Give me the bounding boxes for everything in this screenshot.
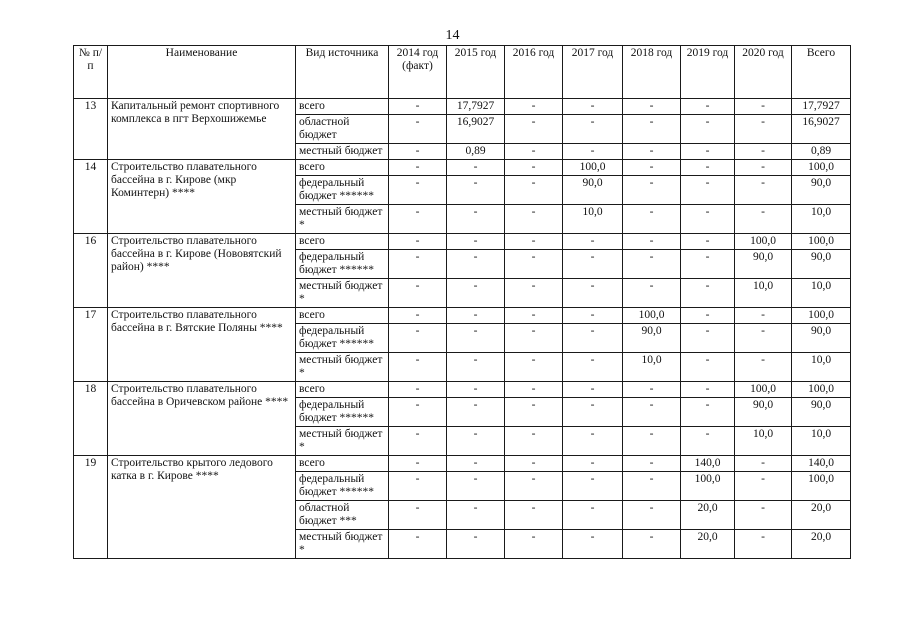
total-cell: 100,0	[792, 308, 851, 324]
year-value-cell: 10,0	[735, 427, 792, 456]
year-value-cell: -	[505, 279, 563, 308]
year-value-cell: -	[505, 234, 563, 250]
project-number: 18	[74, 382, 108, 456]
year-value-cell: -	[505, 353, 563, 382]
project-name: Строительство крытого ледового катка в г. Кирове ****	[108, 456, 296, 559]
column-header: 2020 год	[735, 46, 792, 99]
table-row	[74, 99, 851, 115]
year-value-cell: -	[623, 250, 681, 279]
year-value-cell: 100,0	[735, 234, 792, 250]
year-value-cell: -	[563, 501, 623, 530]
total-cell: 100,0	[792, 472, 851, 501]
year-value-cell: -	[389, 115, 447, 144]
year-value-cell: -	[623, 234, 681, 250]
year-value-cell: -	[389, 456, 447, 472]
year-value-cell: -	[623, 501, 681, 530]
year-value-cell: -	[563, 353, 623, 382]
year-value-cell: -	[623, 382, 681, 398]
total-cell: 90,0	[792, 176, 851, 205]
year-value-cell: -	[681, 427, 735, 456]
year-value-cell: -	[623, 427, 681, 456]
year-value-cell: -	[447, 234, 505, 250]
year-value-cell: -	[505, 308, 563, 324]
year-value-cell: -	[735, 99, 792, 115]
year-value-cell: 16,9027	[447, 115, 505, 144]
table-row	[74, 456, 851, 472]
funding-source: местный бюджет *	[296, 205, 389, 234]
funding-source: областной бюджет ***	[296, 501, 389, 530]
year-value-cell: -	[505, 144, 563, 160]
column-header: Всего	[792, 46, 851, 99]
year-value-cell: -	[505, 530, 563, 559]
year-value-cell: -	[505, 472, 563, 501]
year-value-cell: 140,0	[681, 456, 735, 472]
year-value-cell: -	[389, 279, 447, 308]
year-value-cell: -	[681, 205, 735, 234]
year-value-cell: -	[735, 176, 792, 205]
year-value-cell: -	[735, 472, 792, 501]
funding-source: всего	[296, 99, 389, 115]
year-value-cell: 100,0	[735, 382, 792, 398]
year-value-cell: -	[447, 456, 505, 472]
total-cell: 10,0	[792, 353, 851, 382]
year-value-cell: 90,0	[563, 176, 623, 205]
year-value-cell: -	[735, 456, 792, 472]
total-cell: 100,0	[792, 160, 851, 176]
project-name: Строительство плавательного бассейна в г. Кирове (мкр Коминтерн) ****	[108, 160, 296, 234]
funding-source: областной бюджет	[296, 115, 389, 144]
year-value-cell: 90,0	[623, 324, 681, 353]
year-value-cell: -	[447, 398, 505, 427]
year-value-cell: 10,0	[623, 353, 681, 382]
year-value-cell: -	[563, 324, 623, 353]
funding-source: всего	[296, 308, 389, 324]
total-cell: 10,0	[792, 427, 851, 456]
year-value-cell: -	[505, 250, 563, 279]
year-value-cell: -	[447, 530, 505, 559]
year-value-cell: -	[389, 308, 447, 324]
year-value-cell: -	[389, 176, 447, 205]
funding-source: местный бюджет	[296, 144, 389, 160]
total-cell: 10,0	[792, 279, 851, 308]
year-value-cell: -	[681, 398, 735, 427]
year-value-cell: -	[447, 205, 505, 234]
table-row	[74, 382, 851, 398]
funding-source: всего	[296, 382, 389, 398]
year-value-cell: -	[563, 456, 623, 472]
year-value-cell: -	[389, 234, 447, 250]
table-row	[74, 308, 851, 324]
year-value-cell: -	[505, 99, 563, 115]
year-value-cell: -	[681, 250, 735, 279]
year-value-cell: -	[681, 234, 735, 250]
funding-source: федеральный бюджет ******	[296, 176, 389, 205]
year-value-cell: 100,0	[681, 472, 735, 501]
year-value-cell: -	[681, 176, 735, 205]
project-number: 16	[74, 234, 108, 308]
year-value-cell: -	[505, 115, 563, 144]
column-header: 2019 год	[681, 46, 735, 99]
year-value-cell: -	[563, 115, 623, 144]
total-cell: 16,9027	[792, 115, 851, 144]
year-value-cell: -	[563, 530, 623, 559]
table-body	[74, 99, 851, 559]
funding-source: местный бюджет *	[296, 427, 389, 456]
year-value-cell: -	[447, 324, 505, 353]
total-cell: 90,0	[792, 250, 851, 279]
year-value-cell: -	[389, 324, 447, 353]
column-header: Вид источника	[296, 46, 389, 99]
year-value-cell: -	[447, 250, 505, 279]
year-value-cell: 10,0	[735, 279, 792, 308]
year-value-cell: -	[447, 308, 505, 324]
total-cell: 0,89	[792, 144, 851, 160]
funding-source: всего	[296, 456, 389, 472]
year-value-cell: -	[735, 308, 792, 324]
funding-source: всего	[296, 234, 389, 250]
year-value-cell: 17,7927	[447, 99, 505, 115]
financing-table	[73, 45, 851, 559]
total-cell: 17,7927	[792, 99, 851, 115]
year-value-cell: -	[389, 99, 447, 115]
year-value-cell: -	[505, 382, 563, 398]
year-value-cell: -	[389, 144, 447, 160]
total-cell: 20,0	[792, 501, 851, 530]
year-value-cell: -	[623, 530, 681, 559]
year-value-cell: -	[389, 472, 447, 501]
year-value-cell: -	[623, 144, 681, 160]
year-value-cell: -	[505, 176, 563, 205]
year-value-cell: 10,0	[563, 205, 623, 234]
year-value-cell: -	[389, 501, 447, 530]
year-value-cell: -	[447, 353, 505, 382]
total-cell: 90,0	[792, 324, 851, 353]
year-value-cell: -	[623, 279, 681, 308]
year-value-cell: -	[389, 398, 447, 427]
year-value-cell: -	[735, 324, 792, 353]
year-value-cell: 0,89	[447, 144, 505, 160]
year-value-cell: -	[735, 205, 792, 234]
project-name: Строительство плавательного бассейна в г. Кирове (Нововятский район) ****	[108, 234, 296, 308]
year-value-cell: -	[389, 353, 447, 382]
year-value-cell: -	[389, 530, 447, 559]
project-name: Строительство плавательного бассейна в г. Вятские Поляны ****	[108, 308, 296, 382]
year-value-cell: 100,0	[563, 160, 623, 176]
year-value-cell: -	[623, 205, 681, 234]
year-value-cell: 90,0	[735, 250, 792, 279]
total-cell: 140,0	[792, 456, 851, 472]
year-value-cell: -	[735, 530, 792, 559]
year-value-cell: 90,0	[735, 398, 792, 427]
year-value-cell: -	[563, 99, 623, 115]
year-value-cell: -	[505, 398, 563, 427]
year-value-cell: -	[681, 308, 735, 324]
year-value-cell: -	[389, 205, 447, 234]
year-value-cell: -	[735, 501, 792, 530]
year-value-cell: -	[681, 99, 735, 115]
table-header-row	[74, 46, 851, 99]
column-header: 2014 год (факт)	[389, 46, 447, 99]
funding-source: федеральный бюджет ******	[296, 324, 389, 353]
year-value-cell: -	[563, 308, 623, 324]
project-number: 13	[74, 99, 108, 160]
year-value-cell: -	[563, 427, 623, 456]
funding-source: федеральный бюджет ******	[296, 250, 389, 279]
year-value-cell: -	[735, 144, 792, 160]
year-value-cell: -	[681, 160, 735, 176]
year-value-cell: -	[563, 382, 623, 398]
year-value-cell: -	[447, 427, 505, 456]
year-value-cell: -	[505, 501, 563, 530]
table-row	[74, 234, 851, 250]
table-row	[74, 160, 851, 176]
funding-source: всего	[296, 160, 389, 176]
year-value-cell: -	[389, 250, 447, 279]
year-value-cell: -	[681, 279, 735, 308]
year-value-cell: -	[563, 144, 623, 160]
total-cell: 90,0	[792, 398, 851, 427]
funding-source: местный бюджет *	[296, 353, 389, 382]
year-value-cell: -	[623, 160, 681, 176]
year-value-cell: -	[505, 324, 563, 353]
year-value-cell: -	[447, 176, 505, 205]
total-cell: 20,0	[792, 530, 851, 559]
year-value-cell: -	[505, 456, 563, 472]
year-value-cell: -	[681, 324, 735, 353]
total-cell: 100,0	[792, 234, 851, 250]
year-value-cell: -	[623, 115, 681, 144]
page-number: 14	[445, 28, 460, 43]
year-value-cell: -	[447, 382, 505, 398]
year-value-cell: -	[505, 205, 563, 234]
year-value-cell: -	[563, 234, 623, 250]
year-value-cell: 20,0	[681, 501, 735, 530]
project-number: 14	[74, 160, 108, 234]
year-value-cell: -	[681, 382, 735, 398]
year-value-cell: -	[563, 472, 623, 501]
year-value-cell: 20,0	[681, 530, 735, 559]
funding-source: федеральный бюджет ******	[296, 472, 389, 501]
funding-source: местный бюджет *	[296, 279, 389, 308]
year-value-cell: -	[447, 501, 505, 530]
year-value-cell: 100,0	[623, 308, 681, 324]
year-value-cell: -	[563, 250, 623, 279]
year-value-cell: -	[447, 472, 505, 501]
total-cell: 100,0	[792, 382, 851, 398]
year-value-cell: -	[389, 427, 447, 456]
year-value-cell: -	[623, 99, 681, 115]
year-value-cell: -	[623, 456, 681, 472]
year-value-cell: -	[681, 144, 735, 160]
year-value-cell: -	[447, 160, 505, 176]
funding-source: местный бюджет *	[296, 530, 389, 559]
year-value-cell: -	[505, 427, 563, 456]
project-name: Капитальный ремонт спортивного комплекса в пгт Верхошижемье	[108, 99, 296, 160]
year-value-cell: -	[563, 398, 623, 427]
year-value-cell: -	[505, 160, 563, 176]
project-number: 19	[74, 456, 108, 559]
column-header: № п/п	[74, 46, 108, 99]
year-value-cell: -	[681, 353, 735, 382]
column-header: Наименование	[108, 46, 296, 99]
year-value-cell: -	[735, 353, 792, 382]
year-value-cell: -	[681, 115, 735, 144]
year-value-cell: -	[735, 160, 792, 176]
column-header: 2015 год	[447, 46, 505, 99]
year-value-cell: -	[389, 160, 447, 176]
year-value-cell: -	[389, 382, 447, 398]
year-value-cell: -	[623, 398, 681, 427]
year-value-cell: -	[447, 279, 505, 308]
year-value-cell: -	[623, 472, 681, 501]
year-value-cell: -	[623, 176, 681, 205]
project-number: 17	[74, 308, 108, 382]
year-value-cell: -	[563, 279, 623, 308]
column-header: 2017 год	[563, 46, 623, 99]
column-header: 2016 год	[505, 46, 563, 99]
funding-source: федеральный бюджет ******	[296, 398, 389, 427]
column-header: 2018 год	[623, 46, 681, 99]
year-value-cell: -	[735, 115, 792, 144]
total-cell: 10,0	[792, 205, 851, 234]
project-name: Строительство плавательного бассейна в Оричевском районе ****	[108, 382, 296, 456]
